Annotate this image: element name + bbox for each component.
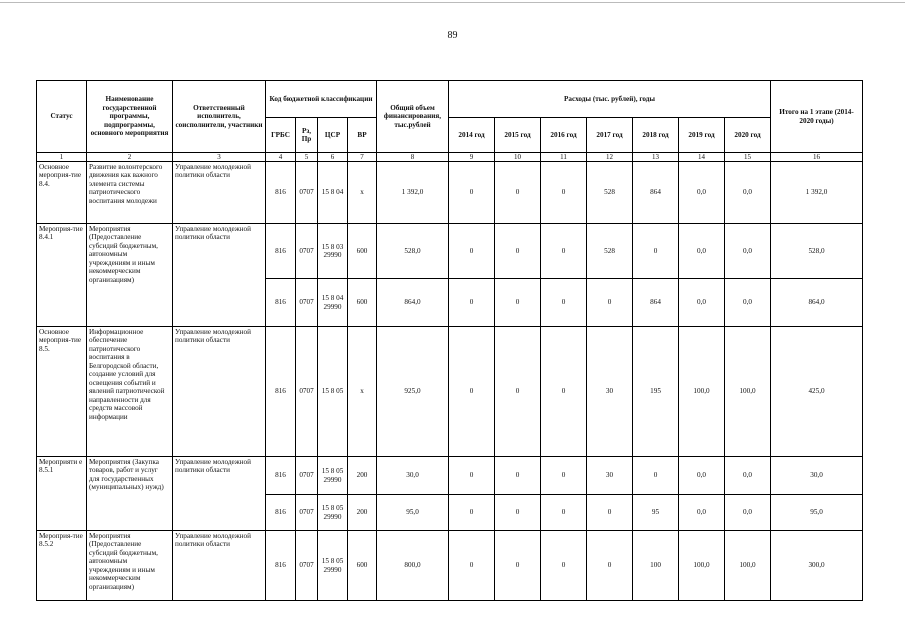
cell-y2015: 0 — [495, 327, 541, 457]
column-number: 16 — [771, 153, 863, 162]
cell-y2014: 0 — [449, 457, 495, 495]
row-status: Основное мероприя-тие 8.4. — [37, 162, 87, 224]
column-number: 5 — [296, 153, 318, 162]
cell-y2018: 95 — [633, 495, 679, 531]
cell-csr: 15 8 04 29990 — [318, 279, 348, 327]
cell-y2019: 0,0 — [679, 495, 725, 531]
row-executor: Управление молодежной политики области — [173, 327, 266, 457]
cell-y2018: 0 — [633, 457, 679, 495]
cell-grbs: 816 — [266, 162, 296, 224]
cell-y2015: 0 — [495, 224, 541, 279]
cell-rzpr: 0707 — [296, 224, 318, 279]
cell-y2016: 0 — [541, 495, 587, 531]
cell-grbs: 816 — [266, 495, 296, 531]
header-name: Наименование государственной программы, подпрограммы, основного мероприятия — [87, 81, 173, 153]
cell-csr: 15 8 05 29990 — [318, 457, 348, 495]
cell-total: 925,0 — [377, 327, 449, 457]
budget-table — [36, 80, 863, 601]
row-name: Мероприятия (Закупка товаров, работ и услуг для государственных (муниципальных) нужд) — [87, 457, 173, 531]
cell-y2020: 0,0 — [725, 495, 771, 531]
column-number: 14 — [679, 153, 725, 162]
cell-y2014: 0 — [449, 327, 495, 457]
cell-stage: 864,0 — [771, 279, 863, 327]
column-number: 8 — [377, 153, 449, 162]
cell-y2016: 0 — [541, 327, 587, 457]
cell-y2020: 100,0 — [725, 531, 771, 601]
cell-csr: 15 8 03 29990 — [318, 224, 348, 279]
header-2017: 2017 год — [587, 118, 633, 153]
column-number: 13 — [633, 153, 679, 162]
column-number: 2 — [87, 153, 173, 162]
row-name: Мероприятия (Предоставление субсидий бюджетным, автономным учреждениям и иным некоммерческим организациям) — [87, 224, 173, 327]
cell-rzpr: 0707 — [296, 279, 318, 327]
cell-stage: 95,0 — [771, 495, 863, 531]
header-grbs: ГРБС — [266, 118, 296, 153]
cell-y2014: 0 — [449, 531, 495, 601]
cell-y2016: 0 — [541, 279, 587, 327]
cell-csr: 15 8 05 29990 — [318, 531, 348, 601]
cell-vr: 200 — [348, 495, 377, 531]
row-executor: Управление молодежной политики области — [173, 531, 266, 601]
cell-y2017: 0 — [587, 279, 633, 327]
column-number: 12 — [587, 153, 633, 162]
cell-y2017: 528 — [587, 224, 633, 279]
cell-rzpr: 0707 — [296, 327, 318, 457]
cell-rzpr: 0707 — [296, 457, 318, 495]
cell-y2015: 0 — [495, 457, 541, 495]
cell-y2018: 100 — [633, 531, 679, 601]
row-status: Мероприяти е 8.5.1 — [37, 457, 87, 531]
header-vr: ВР — [348, 118, 377, 153]
cell-y2016: 0 — [541, 531, 587, 601]
column-number: 15 — [725, 153, 771, 162]
row-status: Мероприя-тие 8.5.2 — [37, 531, 87, 601]
cell-y2019: 0,0 — [679, 457, 725, 495]
cell-stage: 300,0 — [771, 531, 863, 601]
cell-y2020: 0,0 — [725, 457, 771, 495]
cell-y2018: 195 — [633, 327, 679, 457]
header-2015: 2015 год — [495, 118, 541, 153]
column-number: 11 — [541, 153, 587, 162]
cell-vr: 600 — [348, 224, 377, 279]
cell-csr: 15 8 05 29990 — [318, 495, 348, 531]
cell-y2020: 0,0 — [725, 224, 771, 279]
header-2020: 2020 год — [725, 118, 771, 153]
cell-total: 1 392,0 — [377, 162, 449, 224]
row-name: Развитие волонтерского движения как важного элемента системы патриотического воспитания молодежи — [87, 162, 173, 224]
row-executor: Управление молодежной политики области — [173, 162, 266, 224]
cell-total: 528,0 — [377, 224, 449, 279]
column-number: 6 — [318, 153, 348, 162]
page-number: 89 — [447, 30, 458, 41]
cell-y2020: 100,0 — [725, 327, 771, 457]
header-total: Общий объем финансирования, тыс.рублей — [377, 81, 449, 153]
cell-y2018: 0 — [633, 224, 679, 279]
cell-vr: х — [348, 162, 377, 224]
cell-total: 864,0 — [377, 279, 449, 327]
cell-csr: 15 8 04 — [318, 162, 348, 224]
cell-y2020: 0,0 — [725, 279, 771, 327]
cell-y2019: 100,0 — [679, 531, 725, 601]
cell-stage: 30,0 — [771, 457, 863, 495]
cell-y2015: 0 — [495, 279, 541, 327]
cell-y2015: 0 — [495, 531, 541, 601]
cell-y2016: 0 — [541, 457, 587, 495]
header-stage-total: Итого на 1 этапе (2014-2020 годы) — [771, 81, 863, 153]
row-name: Информационное обеспечение патриотического воспитания в Белгородской области, создание условий для освещения событий и явлений патриотической направленности для средств массовой информации — [87, 327, 173, 457]
header-status: Статус — [37, 81, 87, 153]
column-number: 10 — [495, 153, 541, 162]
column-number: 7 — [348, 153, 377, 162]
cell-y2016: 0 — [541, 224, 587, 279]
cell-y2017: 30 — [587, 457, 633, 495]
cell-y2019: 100,0 — [679, 327, 725, 457]
cell-csr: 15 8 05 — [318, 327, 348, 457]
header-2018: 2018 год — [633, 118, 679, 153]
cell-y2016: 0 — [541, 162, 587, 224]
cell-stage: 1 392,0 — [771, 162, 863, 224]
header-2014: 2014 год — [449, 118, 495, 153]
row-executor: Управление молодежной политики области — [173, 457, 266, 531]
cell-y2019: 0,0 — [679, 162, 725, 224]
table-row — [37, 327, 863, 457]
cell-rzpr: 0707 — [296, 495, 318, 531]
cell-total: 95,0 — [377, 495, 449, 531]
cell-vr: 600 — [348, 531, 377, 601]
cell-y2014: 0 — [449, 495, 495, 531]
table-row — [37, 224, 863, 279]
cell-rzpr: 0707 — [296, 162, 318, 224]
cell-stage: 425,0 — [771, 327, 863, 457]
top-rule — [0, 2, 905, 3]
row-status: Основное мероприя-тие 8.5. — [37, 327, 87, 457]
cell-y2018: 864 — [633, 279, 679, 327]
header-expenses: Расходы (тыс. рублей), годы — [449, 81, 771, 118]
cell-y2015: 0 — [495, 162, 541, 224]
header-rzpr: Рз, Пр — [296, 118, 318, 153]
row-status: Мероприя-тие 8.4.1 — [37, 224, 87, 327]
row-name: Мероприятия (Предоставление субсидий бюджетным, автономным учреждениям и иным некоммерческим организациям) — [87, 531, 173, 601]
cell-grbs: 816 — [266, 327, 296, 457]
cell-grbs: 816 — [266, 531, 296, 601]
cell-total: 800,0 — [377, 531, 449, 601]
cell-vr: 600 — [348, 279, 377, 327]
cell-y2017: 0 — [587, 495, 633, 531]
table-row — [37, 457, 863, 495]
column-number: 4 — [266, 153, 296, 162]
column-number: 1 — [37, 153, 87, 162]
table-row — [37, 531, 863, 601]
cell-total: 30,0 — [377, 457, 449, 495]
cell-y2018: 864 — [633, 162, 679, 224]
cell-y2017: 30 — [587, 327, 633, 457]
cell-rzpr: 0707 — [296, 531, 318, 601]
cell-stage: 528,0 — [771, 224, 863, 279]
cell-y2015: 0 — [495, 495, 541, 531]
column-number: 3 — [173, 153, 266, 162]
table-row — [37, 162, 863, 224]
row-executor: Управление молодежной политики области — [173, 224, 266, 327]
column-number-row — [37, 153, 863, 162]
table-body — [37, 153, 863, 601]
cell-y2014: 0 — [449, 279, 495, 327]
cell-grbs: 816 — [266, 279, 296, 327]
cell-y2020: 0,0 — [725, 162, 771, 224]
cell-grbs: 816 — [266, 224, 296, 279]
cell-y2019: 0,0 — [679, 224, 725, 279]
cell-y2019: 0,0 — [679, 279, 725, 327]
cell-grbs: 816 — [266, 457, 296, 495]
header-2016: 2016 год — [541, 118, 587, 153]
cell-y2014: 0 — [449, 162, 495, 224]
cell-y2017: 528 — [587, 162, 633, 224]
header-2019: 2019 год — [679, 118, 725, 153]
column-number: 9 — [449, 153, 495, 162]
header-executor: Ответственный исполнитель, соисполнители, участники — [173, 81, 266, 153]
cell-y2014: 0 — [449, 224, 495, 279]
cell-y2017: 0 — [587, 531, 633, 601]
header-csr: ЦСР — [318, 118, 348, 153]
table-header — [37, 81, 863, 153]
cell-vr: х — [348, 327, 377, 457]
cell-vr: 200 — [348, 457, 377, 495]
header-budget-code: Код бюджетной классификации — [266, 81, 377, 118]
